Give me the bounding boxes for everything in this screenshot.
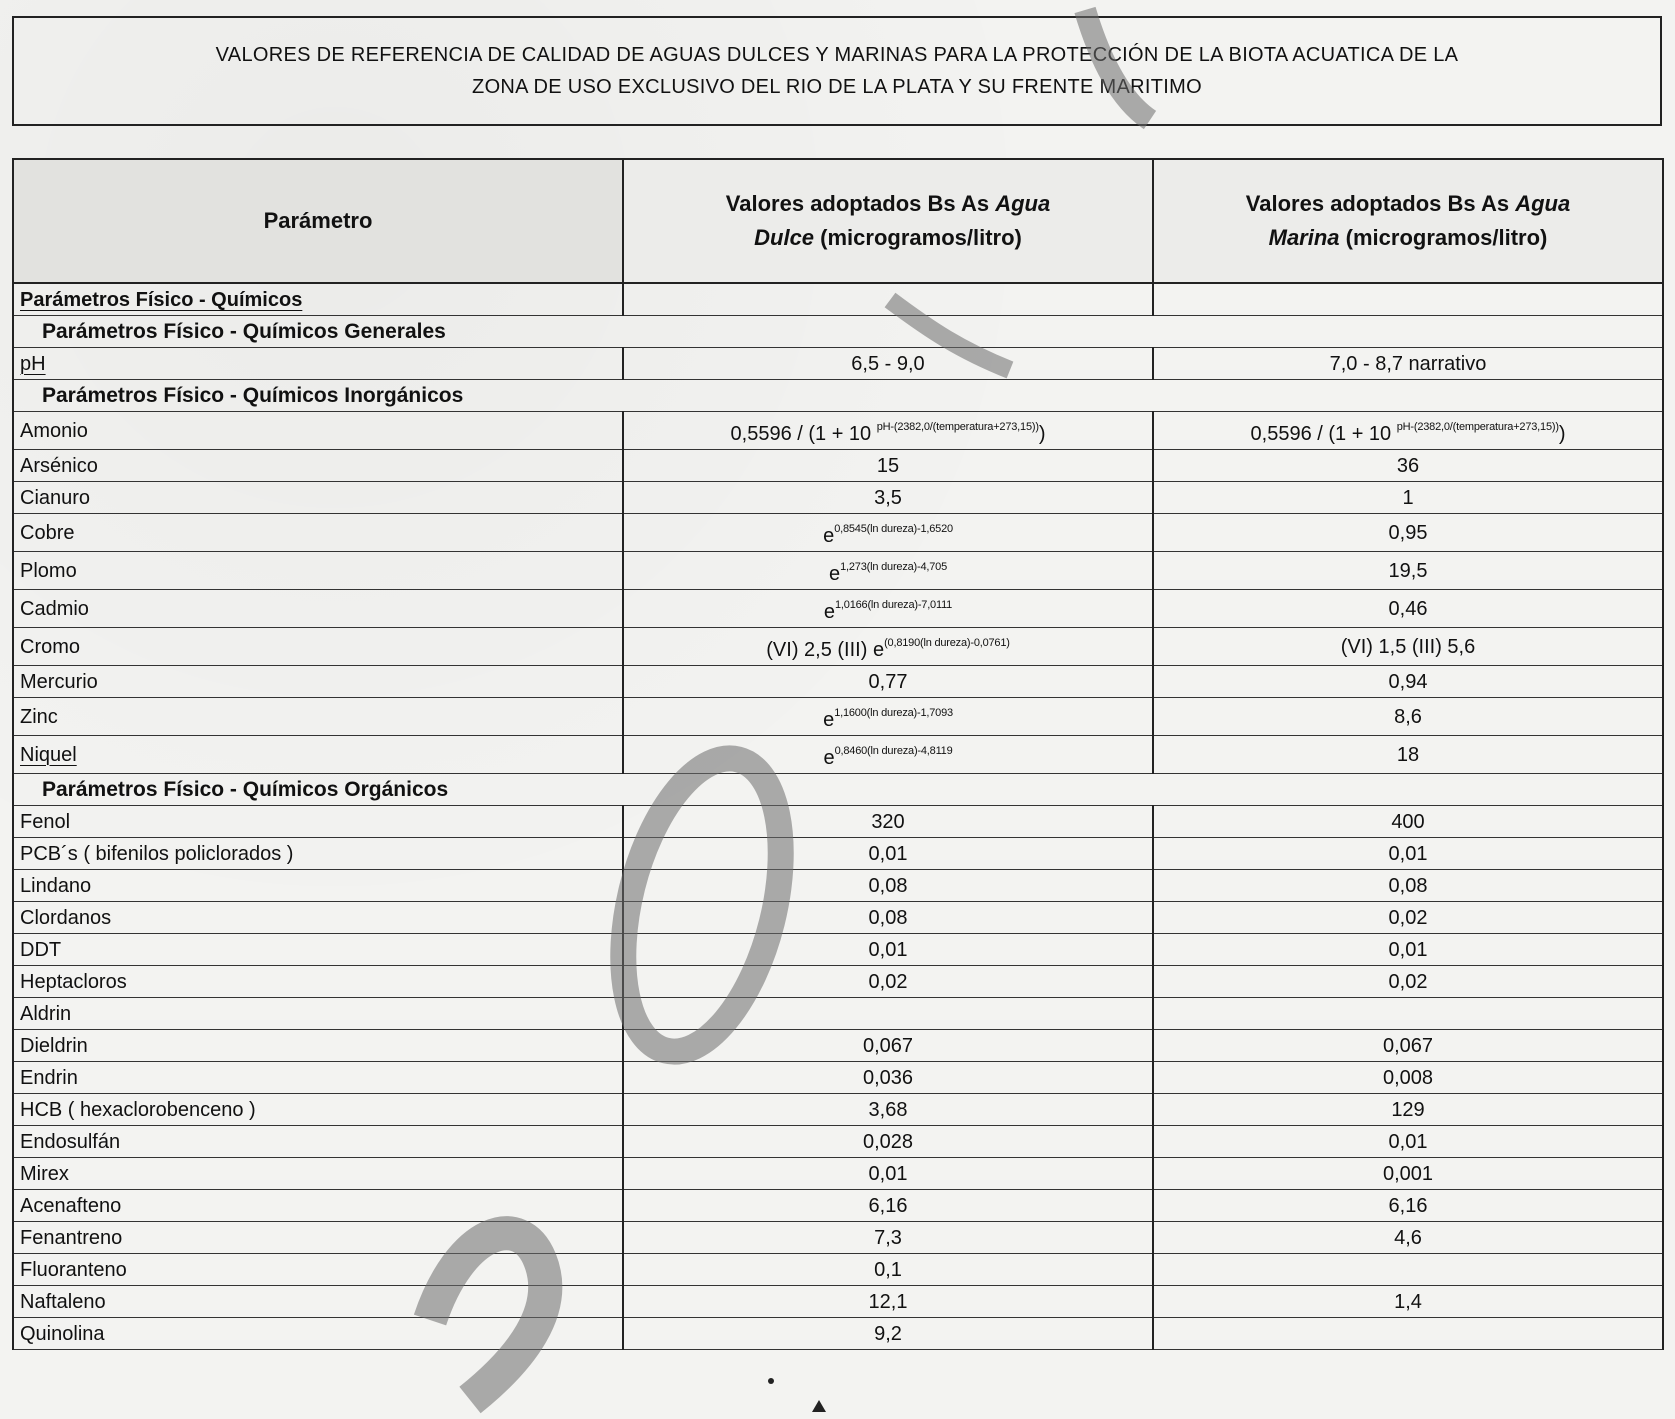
value-marina: 36 [1153,450,1663,482]
value-dulce: 15 [623,450,1153,482]
header-agua-dulce: Valores adoptados Bs As Agua Dulce (microgramos/litro) [623,159,1153,283]
header-parametro: Parámetro [13,159,623,283]
table-row [13,1222,1663,1254]
value-dulce: 0,028 [623,1126,1153,1158]
table-header-row [13,159,1663,283]
table-row [13,1030,1663,1062]
value-marina: (VI) 1,5 (III) 5,6 [1153,628,1663,666]
document-title-box [12,16,1662,126]
table-row [13,870,1663,902]
param-label: Endosulfán [13,1126,623,1158]
section-row-inorganicos [13,380,1663,412]
value-dulce: $e^{1,273(ln dureza)-4,705}$ [623,552,1153,590]
value-dulce: (VI) 2,5 (III) $e^{(0,8190(ln dureza)-0,0761)}$ [623,628,1153,666]
value-dulce: $e^{1,0166(ln dureza)-7,0111}$ [623,590,1153,628]
param-label: HCB ( hexaclorobenceno ) [13,1094,623,1126]
param-label: Dieldrin [13,1030,623,1062]
param-label: Cadmio [13,590,623,628]
param-label: Lindano [13,870,623,902]
param-label: Aldrin [13,998,623,1030]
value-marina: 7,0 - 8,7 narrativo [1153,348,1663,380]
param-label: Mirex [13,1158,623,1190]
param-label: Cobre [13,514,623,552]
footer-dot-mark [768,1378,774,1384]
value-marina: 0,94 [1153,666,1663,698]
param-label: Cianuro [13,482,623,514]
value-marina: 0,02 [1153,902,1663,934]
table-row [13,1286,1663,1318]
param-label: DDT [13,934,623,966]
table-row [13,698,1663,736]
param-label: Arsénico [13,450,623,482]
value-marina: 4,6 [1153,1222,1663,1254]
value-marina: 18 [1153,736,1663,774]
title-line-1: VALORES DE REFERENCIA DE CALIDAD DE AGUAS DULCES Y MARINAS PARA LA PROTECCIÓN DE LA BIOTA ACUATICA DE LA [215,44,1459,66]
value-marina [1153,998,1663,1030]
table-row [13,902,1663,934]
section-label: Parámetros Físico - Químicos Generales [13,316,1663,348]
table-row [13,838,1663,870]
value-dulce: 0,5596 / (1 + 10 $^{pH-(2382,0/(temperatura+273,15))}$) [623,412,1153,450]
table-row [13,590,1663,628]
param-label: Clordanos [13,902,623,934]
param-label: Naftaleno [13,1286,623,1318]
value-dulce: 6,5 - 9,0 [623,348,1153,380]
value-marina: 1,4 [1153,1286,1663,1318]
value-marina: 0,01 [1153,1126,1663,1158]
value-marina: 0,46 [1153,590,1663,628]
value-marina: 0,01 [1153,838,1663,870]
value-dulce: 0,01 [623,934,1153,966]
table-row [13,998,1663,1030]
header-agua-marina: Valores adoptados Bs As Agua Marina (microgramos/litro) [1153,159,1663,283]
table-row [13,1158,1663,1190]
value-dulce: $e^{0,8460(ln dureza)-4,8119}$ [623,736,1153,774]
table-row [13,736,1663,774]
param-label: Heptacloros [13,966,623,998]
section-label: Parámetros Físico - Químicos Orgánicos [13,774,1663,806]
footer-caret-mark [812,1400,826,1412]
value-marina: 0,02 [1153,966,1663,998]
table-row [13,1126,1663,1158]
value-marina: 400 [1153,806,1663,838]
value-dulce: 3,5 [623,482,1153,514]
table-row [13,1094,1663,1126]
value-marina: 0,001 [1153,1158,1663,1190]
param-label: pH [13,348,623,380]
value-dulce: 7,3 [623,1222,1153,1254]
value-dulce: 320 [623,806,1153,838]
table-row [13,628,1663,666]
param-label: Acenafteno [13,1190,623,1222]
table-row [13,666,1663,698]
value-marina: 0,08 [1153,870,1663,902]
value-marina: 0,008 [1153,1062,1663,1094]
param-label: Plomo [13,552,623,590]
table-row [13,1062,1663,1094]
value-marina: 0,067 [1153,1030,1663,1062]
value-dulce: $e^{1,1600(ln dureza)-1,7093}$ [623,698,1153,736]
param-label: PCB´s ( bifenilos policlorados ) [13,838,623,870]
value-dulce: 0,77 [623,666,1153,698]
value-marina [1153,1318,1663,1350]
param-label: Fluoranteno [13,1254,623,1286]
param-label: Cromo [13,628,623,666]
table-row [13,934,1663,966]
value-dulce [623,998,1153,1030]
param-label: Endrin [13,1062,623,1094]
value-marina: 129 [1153,1094,1663,1126]
table-row [13,482,1663,514]
section-label: Parámetros Físico - Químicos Inorgánicos [13,380,1663,412]
value-marina: 0,5596 / (1 + 10 $^{pH-(2382,0/(temperatura+273,15))}$) [1153,412,1663,450]
table-row [13,966,1663,998]
value-marina: 0,95 [1153,514,1663,552]
value-marina: 1 [1153,482,1663,514]
value-dulce: 0,08 [623,902,1153,934]
param-label: Fenantreno [13,1222,623,1254]
table-row [13,1190,1663,1222]
section-row-organicos [13,774,1663,806]
section-label: Parámetros Físico - Químicos [13,283,623,316]
value-marina: 8,6 [1153,698,1663,736]
value-marina: 0,01 [1153,934,1663,966]
param-label: Niquel [13,736,623,774]
table-row [13,1318,1663,1350]
value-dulce: 12,1 [623,1286,1153,1318]
param-label: Fenol [13,806,623,838]
reference-values-table [12,158,1664,1350]
value-dulce: 9,2 [623,1318,1153,1350]
value-dulce: 0,01 [623,838,1153,870]
value-dulce: 0,01 [623,1158,1153,1190]
table-row [13,1254,1663,1286]
table-row [13,514,1663,552]
title-line-2: ZONA DE USO EXCLUSIVO DEL RIO DE LA PLATA Y SU FRENTE MARITIMO [472,76,1202,98]
param-label: Zinc [13,698,623,736]
table-row [13,412,1663,450]
value-dulce: 6,16 [623,1190,1153,1222]
section-row-fq [13,283,1663,316]
table-row [13,552,1663,590]
section-row-generales [13,316,1663,348]
value-marina [1153,1254,1663,1286]
value-dulce: 0,1 [623,1254,1153,1286]
table-row [13,348,1663,380]
param-label: Quinolina [13,1318,623,1350]
value-marina: 19,5 [1153,552,1663,590]
table-row [13,806,1663,838]
param-label: Mercurio [13,666,623,698]
value-dulce: 0,067 [623,1030,1153,1062]
value-dulce: 0,02 [623,966,1153,998]
param-label: Amonio [13,412,623,450]
value-marina: 6,16 [1153,1190,1663,1222]
value-dulce: 0,08 [623,870,1153,902]
table-row [13,450,1663,482]
value-dulce: $e^{0,8545(ln dureza)-1,6520}$ [623,514,1153,552]
value-dulce: 0,036 [623,1062,1153,1094]
value-dulce: 3,68 [623,1094,1153,1126]
